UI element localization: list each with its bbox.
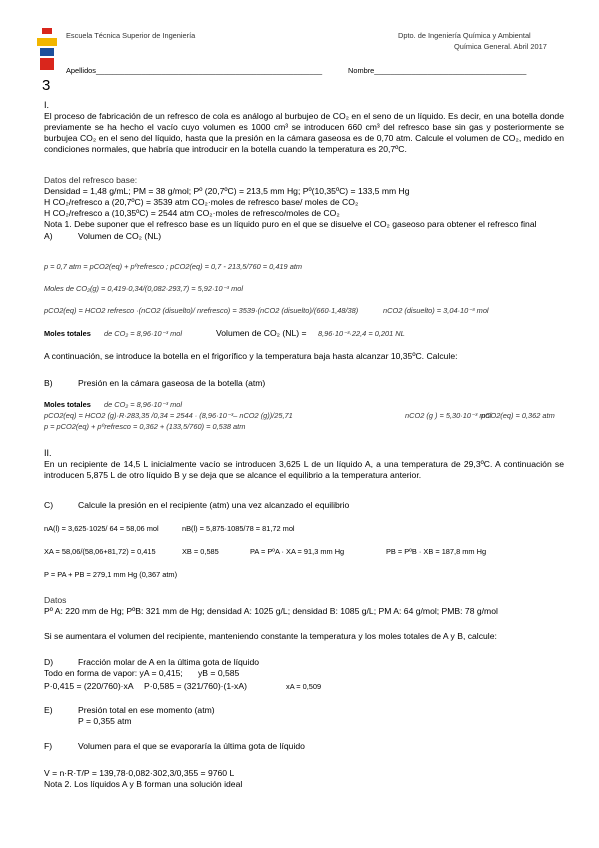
b-moles-totales-label: Moles totales xyxy=(44,400,91,409)
moles-totales-value: de CO₂ = 8,96·10⁻³ mol xyxy=(104,329,182,338)
question-f-text: Volumen para el que se evaporaría la última gota de líquido xyxy=(78,741,305,751)
exam-number: 3 xyxy=(42,77,51,94)
total-pressure: P = PA + PB = 279,1 mm Hg (0,367 atm) xyxy=(44,570,178,579)
volume-label: Volumen de CO₂ (NL) = xyxy=(216,328,307,338)
b-equation-1-result-1: nCO2 (g ) = 5,30·10⁻³ mol xyxy=(405,411,492,420)
question-d-label: D) xyxy=(44,657,54,667)
question-b-label: B) xyxy=(44,378,53,388)
problem-statement-2: En un recipiente de 14,5 L inicialmente vacío se introducen 3,625 L de un líquido A, a una temperatura de 29,3ºC. A continuación se introducen 5,875 L de otro líquido B y se deja que se alcance el equilibrio a la temperatura anterior. xyxy=(44,459,564,480)
b-equation-1-result-2: pCO2(eq) = 0,362 atm xyxy=(481,411,555,420)
moles-b: nB(l) = 5,875·1085/78 = 81,72 mol xyxy=(182,524,295,533)
section-roman-2: II. xyxy=(44,448,52,458)
equation-pressure: p = 0,7 atm = pCO2(eq) + pºrefresco ; pCO2(eq) = 0,7 - 213,5/760 = 0,419 atm xyxy=(44,262,303,271)
partial-pressure-b: PB = PºB · XB = 187,8 mm Hg xyxy=(386,547,487,556)
data-line-2: H CO₂/refresco a (20,7ºC) = 3539 atm CO₂·moles de refresco base/ moles de CO₂ xyxy=(44,197,359,207)
d-line-2b: P·0,585 = (321/760)·(1-xA) xyxy=(144,681,247,691)
data-line-1: Densidad = 1,48 g/mL; PM = 38 g/mol; Pº (20,7ºC) = 213,5 mm Hg; Pº(10,35ºC) = 133,5 mm Hg xyxy=(44,186,410,196)
question-c-text: Calcule la presión en el recipiente (atm) una vez alcanzado el equilibrio xyxy=(78,500,350,510)
question-a-label: A) xyxy=(44,231,53,241)
question-b-text: Presión en la cámara gaseosa de la botella (atm) xyxy=(78,378,266,388)
data-title: Datos del refresco base: xyxy=(44,175,138,185)
b-equation-2: p = pCO2(eq) + pºrefresco = 0,362 + (133,5/760) = 0,538 atm xyxy=(44,422,246,431)
department-name: Dpto. de Ingeniería Química y Ambiental xyxy=(398,31,531,40)
data-line-3: H CO₂/refresco a (10,35ºC) = 2544 atm CO₂·moles de refresco/moles de CO₂ xyxy=(44,208,340,218)
school-name: Escuela Técnica Superior de Ingeniería xyxy=(66,31,196,40)
note-2: Nota 2. Los líquidos A y B forman una solución ideal xyxy=(44,779,243,789)
equation-moles-gas: Moles de CO₂(g) = 0,419·0,34/(0,082·293,7) = 5,92·10⁻³ mol xyxy=(44,284,243,293)
question-f-label: F) xyxy=(44,741,53,751)
moles-a: nA(l) = 3,625·1025/ 64 = 58,06 mol xyxy=(44,524,159,533)
d-line-2: P·0,415 = (220/760)·xA xyxy=(44,681,134,691)
datos-title: Datos xyxy=(44,595,67,605)
question-a-text: Volumen de CO₂ (NL) xyxy=(78,231,162,241)
question-e-text: Presión total en ese momento (atm) xyxy=(78,705,215,715)
moles-totales-label: Moles totales xyxy=(44,329,91,338)
increase-volume-text: Si se aumentara el volumen del recipiente, manteniendo constante la temperatura y los moles totales de A y B, calcule: xyxy=(44,631,497,641)
partial-pressure-a: PA = PºA · XA = 91,3 mm Hg xyxy=(250,547,345,556)
question-d-text: Fracción molar de A en la última gota de líquido xyxy=(78,657,260,667)
note-1: Nota 1. Debe suponer que el refresco base es un líquido puro en el que se disuelve el CO₂ gaseoso para obtener el refresco final xyxy=(44,219,537,229)
e-value: P = 0,355 atm xyxy=(78,716,132,726)
apellidos-field[interactable]: Apellidos_______________________________________________________ xyxy=(66,66,323,75)
datos-text: Pº A: 220 mm de Hg; PºB: 321 mm de Hg; densidad A: 1025 g/L; densidad B: 1085 g/L; PM A: 64 g/mol; PMB: 78 g/mol xyxy=(44,606,498,616)
nombre-field[interactable]: Nombre_____________________________________ xyxy=(348,66,527,75)
molar-fraction-b: XB = 0,585 xyxy=(182,547,219,556)
d-line-1: Todo en forma de vapor: yA = 0,415; xyxy=(44,668,183,678)
section-roman-1: I. xyxy=(44,100,50,110)
d-line-1b: yB = 0,585 xyxy=(198,668,240,678)
question-c-label: C) xyxy=(44,500,54,510)
equation-henry: pCO2(eq) = HCO2 refresco ·(nCO2 (disuelto)/ nrefresco) = 3539·(nCO2 (disuelto)/(660·1,48/38) xyxy=(44,306,359,315)
d-line-2c: xA = 0,509 xyxy=(286,682,322,691)
b-equation-1: pCO2(eq) = HCO2 (g)·R·283,35 /0,34 = 2544 · (8,96·10⁻³– nCO2 (g))/25,71 xyxy=(44,411,293,420)
f-value: V = n·R·T/P = 139,78·0,082·302,3/0,355 = 9760 L xyxy=(44,768,235,778)
volume-value: 8,96·10⁻³·22,4 = 0,201 NL xyxy=(318,329,405,338)
problem-statement-1: El proceso de fabricación de un refresco de cola es análogo al burbujeo de CO₂ en el seno de un líquido. Es decir, en una botella donde previamente se ha hecho el vacío cuyo volumen es 1000 cm³ se introducen 660 cm³ del refresco base sin gas y posteriormente se burbujea CO₂ en el seno del líquido, hasta que la presión en la cámara gaseosa es de 0,70 atm. Calcule el volumen de CO₂, medido en condiciones normales, que habría que introducir en la botella cuando la temperatura es 20,7ºC. xyxy=(44,111,564,154)
equation-henry-result: nCO2 (disuelto) = 3,04·10⁻³ mol xyxy=(383,306,489,315)
b-moles-totales-value: de CO₂ = 8,96·10⁻³ mol xyxy=(104,400,182,409)
molar-fraction-a: XA = 58,06/(58,06+81,72) = 0,415 xyxy=(44,547,156,556)
continuation-text: A continuación, se introduce la botella en el frigorífico y la temperatura baja hasta alcanzar 10,35ºC. Calcule: xyxy=(44,351,458,361)
course-info: Química General. Abril 2017 xyxy=(454,42,547,51)
question-e-label: E) xyxy=(44,705,53,715)
university-logo xyxy=(36,28,58,74)
